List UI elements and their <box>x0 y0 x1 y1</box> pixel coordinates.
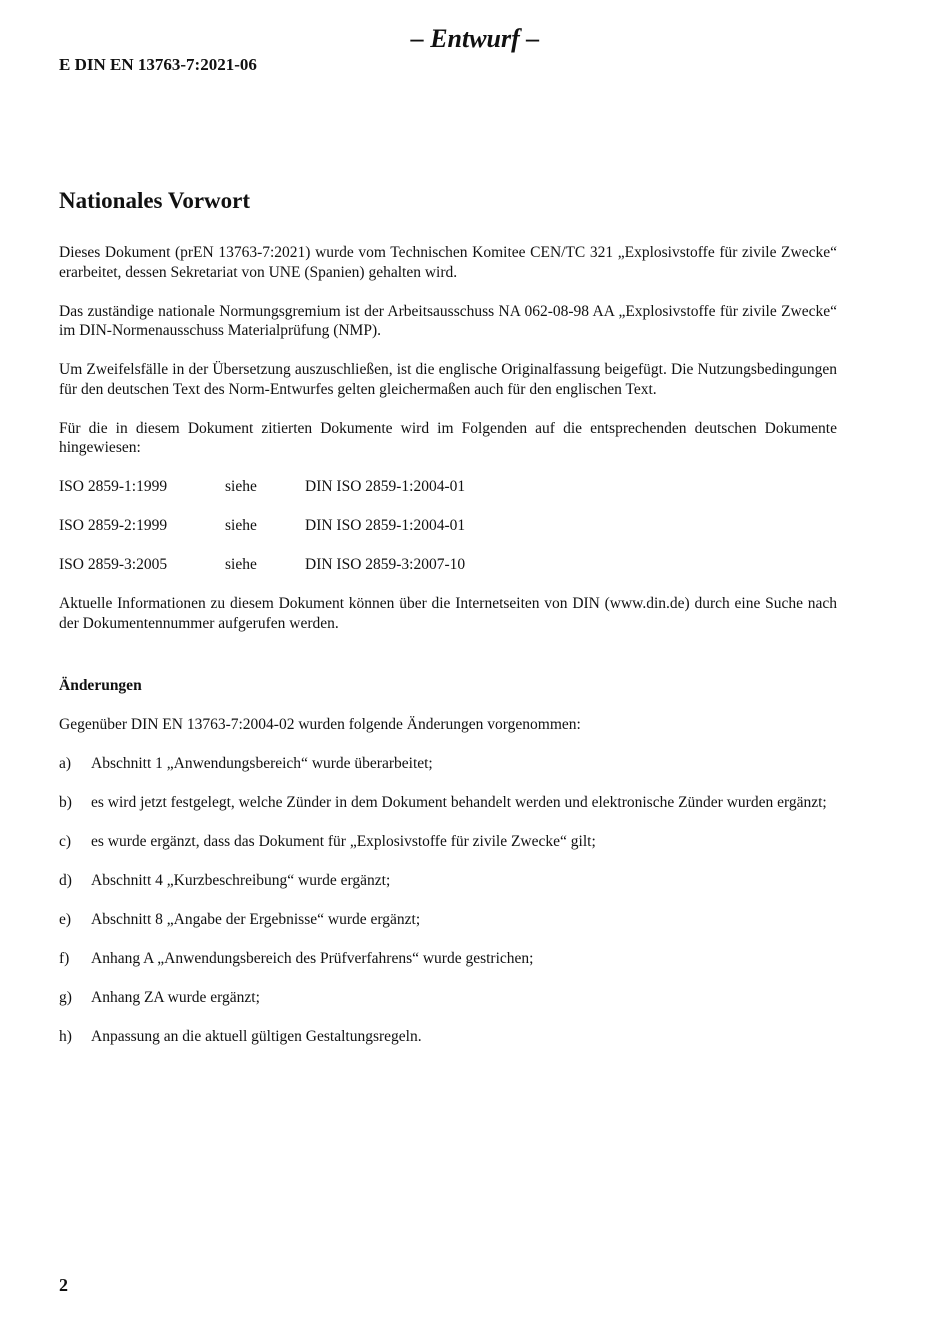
list-marker: g) <box>59 989 72 1006</box>
reference-row <box>59 555 837 575</box>
list-item-text: Anhang ZA wurde ergänzt; <box>91 989 260 1006</box>
info-paragraph: Aktuelle Informationen zu diesem Dokument können über die Internetseiten von DIN (www.din.de) durch eine Suche nach der Dokumentennummer aufgerufen werden. <box>59 595 837 632</box>
list-item-text: es wurde ergänzt, dass das Dokument für „Explosivstoffe für zivile Zwecke“ gilt; <box>91 833 596 850</box>
iso-reference: ISO 2859-2:1999 <box>59 517 168 534</box>
page-number: 2 <box>59 1275 68 1295</box>
paragraph: Das zuständige nationale Normungsgremium ist der Arbeitsausschuss NA 062-08-98 AA „Explosivstoffe für zivile Zwecke“ im DIN-Normenausschuss Materialprüfung (NMP). <box>59 302 837 339</box>
list-item <box>59 910 837 930</box>
list-marker: c) <box>59 833 72 850</box>
paragraph: Um Zweifelsfälle in der Übersetzung auszuschließen, ist die englische Originalfassung beigefügt. Die Nutzungsbedingungen für den deutschen Text des Norm-Entwurfes gelten gleichermaßen auch für den englischen Text. <box>59 361 837 398</box>
list-marker: f) <box>59 950 70 967</box>
list-item-text: Anpassung an die aktuell gültigen Gestaltungsregeln. <box>91 1028 422 1045</box>
main-content <box>59 186 837 1066</box>
see-label: siehe <box>225 517 257 534</box>
din-reference: DIN ISO 2859-1:2004-01 <box>305 517 466 534</box>
paragraph: Dieses Dokument (prEN 13763-7:2021) wurde vom Technischen Komitee CEN/TC 321 „Explosivstoffe für zivile Zwecke“ erarbeitet, dessen Sekretariat von UNE (Spanien) gehalten wird. <box>59 244 837 281</box>
list-item <box>59 793 837 813</box>
see-label: siehe <box>225 556 257 573</box>
list-marker: d) <box>59 872 72 889</box>
draft-watermark-label: – Entwurf – <box>410 24 540 53</box>
section-title: Nationales Vorwort <box>59 188 251 213</box>
din-reference: DIN ISO 2859-1:2004-01 <box>305 478 466 495</box>
list-item <box>59 832 837 852</box>
document-identifier: E DIN EN 13763-7:2021-06 <box>59 55 257 74</box>
list-marker: a) <box>59 755 72 772</box>
din-reference: DIN ISO 2859-3:2007-10 <box>305 556 466 573</box>
list-item-text: Abschnitt 8 „Angabe der Ergebnisse“ wurde ergänzt; <box>91 911 421 928</box>
list-item <box>59 988 837 1008</box>
list-item-text: Abschnitt 4 „Kurzbeschreibung“ wurde ergänzt; <box>91 872 391 889</box>
reference-row <box>59 477 837 497</box>
list-marker: h) <box>59 1028 72 1045</box>
changes-intro: Gegenüber DIN EN 13763-7:2004-02 wurden folgende Änderungen vorgenommen: <box>59 716 581 733</box>
list-item-text: es wird jetzt festgelegt, welche Zünder in dem Dokument behandelt werden und elektronische Zünder wurden ergänzt; <box>91 794 827 811</box>
list-item <box>59 1027 837 1047</box>
changes-heading: Änderungen <box>59 677 142 694</box>
list-item <box>59 754 837 774</box>
paragraph: Für die in diesem Dokument zitierten Dokumente wird im Folgenden auf die entsprechenden deutschen Dokumente hingewiesen: <box>59 419 837 456</box>
list-item <box>59 871 837 891</box>
list-item-text: Abschnitt 1 „Anwendungsbereich“ wurde überarbeitet; <box>91 755 433 772</box>
list-marker: e) <box>59 911 72 928</box>
list-item <box>59 949 837 969</box>
iso-reference: ISO 2859-3:2005 <box>59 556 168 573</box>
reference-row <box>59 516 837 536</box>
see-label: siehe <box>225 478 257 495</box>
list-item-text: Anhang A „Anwendungsbereich des Prüfverfahrens“ wurde gestrichen; <box>91 950 534 967</box>
list-marker: b) <box>59 794 72 811</box>
iso-reference: ISO 2859-1:1999 <box>59 478 168 495</box>
